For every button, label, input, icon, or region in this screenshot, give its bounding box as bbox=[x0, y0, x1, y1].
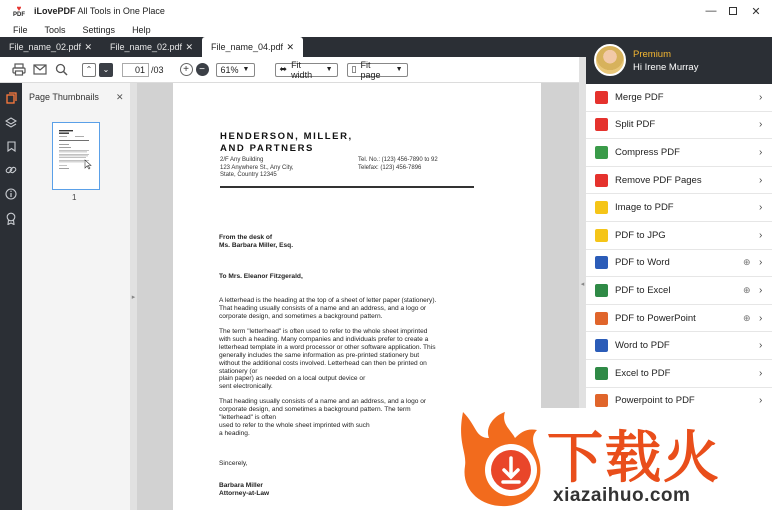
fit-width-icon: ⬌ bbox=[279, 64, 288, 74]
tool-icon bbox=[595, 91, 608, 104]
chevron-right-icon: › bbox=[759, 202, 763, 214]
tab-label: File_name_04.pdf bbox=[211, 42, 284, 52]
caret-down-icon: ▼ bbox=[242, 66, 250, 73]
avatar bbox=[594, 44, 626, 76]
zoom-out-button[interactable]: − bbox=[196, 63, 209, 76]
letter-paragraph-3: That heading usually consists of a name and an address, and a logo or corporate design, and sometimes a background pattern. The term "letterhead" is often used to refer to the whole sheet imprinted with such a heading. bbox=[219, 398, 427, 437]
window-title: iLovePDF All Tools in One Place bbox=[34, 6, 165, 16]
user-account[interactable] bbox=[586, 37, 772, 84]
info-icon[interactable] bbox=[4, 187, 18, 201]
tool-word-to-pdf[interactable] bbox=[586, 332, 772, 360]
tool-image-to-pdf[interactable] bbox=[586, 194, 772, 222]
chevron-right-icon: › bbox=[759, 174, 763, 186]
thumbnail-panel-title: Page Thumbnails bbox=[29, 92, 99, 102]
layers-icon[interactable] bbox=[4, 115, 18, 129]
tool-excel-to-pdf[interactable] bbox=[586, 360, 772, 388]
bookmark-icon[interactable] bbox=[4, 139, 18, 153]
letter-closing: Sincerely, bbox=[219, 460, 248, 467]
watermark-url: xiazaihuo.com bbox=[553, 485, 691, 506]
tool-icon bbox=[595, 174, 608, 187]
tool-label: Remove PDF Pages bbox=[615, 174, 702, 186]
tool-icon bbox=[595, 394, 608, 407]
tool-icon bbox=[595, 229, 608, 242]
tool-icon bbox=[595, 312, 608, 325]
firm-name: HENDERSON, MILLER, AND PARTNERS bbox=[220, 131, 353, 154]
tab-bar bbox=[0, 37, 303, 57]
zoom-select[interactable] bbox=[216, 63, 255, 77]
tool-label: Merge PDF bbox=[615, 91, 664, 103]
chevron-right-icon: › bbox=[759, 119, 763, 131]
minimize-button[interactable] bbox=[700, 0, 722, 22]
tool-split-pdf[interactable] bbox=[586, 112, 772, 140]
left-icon-rail bbox=[0, 83, 22, 510]
tool-label: PDF to JPG bbox=[615, 229, 666, 241]
page-thumbnail[interactable] bbox=[52, 122, 100, 190]
tool-icon bbox=[595, 256, 608, 269]
thumbnail-panel bbox=[22, 83, 130, 510]
tab-label: File_name_02.pdf bbox=[9, 42, 82, 52]
print-icon[interactable] bbox=[11, 62, 27, 78]
menu-settings[interactable]: Settings bbox=[82, 24, 116, 35]
close-icon[interactable]: ✕ bbox=[286, 41, 294, 52]
close-icon: ✕ bbox=[751, 5, 761, 18]
letter-recipient: To Mrs. Eleanor Fitzgerald, bbox=[219, 273, 303, 280]
chevron-right-icon: › bbox=[759, 367, 763, 379]
header-rule bbox=[220, 186, 474, 188]
chevron-right-icon: › bbox=[759, 91, 763, 103]
letter-paragraph-1: A letterhead is the heading at the top of a sheet of letter paper (stationery). That heading usually consists of a name and an address, and a logo or corporate design, and sometimes a background pattern. bbox=[219, 297, 437, 320]
maximize-icon bbox=[729, 7, 737, 15]
close-icon[interactable]: ✕ bbox=[116, 92, 124, 102]
zoom-value: 61% bbox=[220, 64, 239, 75]
tool-label: Image to PDF bbox=[615, 202, 674, 214]
tool-pdf-to-powerpoint[interactable] bbox=[586, 305, 772, 333]
maximize-button[interactable] bbox=[722, 0, 744, 22]
plan-badge: Premium bbox=[633, 49, 672, 60]
tool-label: Powerpoint to PDF bbox=[615, 395, 695, 407]
tool-icon bbox=[595, 284, 608, 297]
minimize-icon: — bbox=[705, 5, 717, 17]
chevron-right-icon: › bbox=[759, 312, 763, 324]
menu-file[interactable]: File bbox=[13, 24, 28, 35]
zoom-in-button[interactable]: + bbox=[180, 63, 193, 76]
prev-page-button[interactable] bbox=[82, 63, 96, 77]
tool-label: Compress PDF bbox=[615, 146, 680, 158]
tab-file-2[interactable] bbox=[101, 37, 202, 57]
close-icon[interactable]: ✕ bbox=[84, 41, 92, 52]
tool-label: Excel to PDF bbox=[615, 367, 671, 379]
app-logo-text: PDF bbox=[13, 11, 25, 18]
chevron-right-icon: › bbox=[759, 340, 763, 352]
thumbnail-page-number: 1 bbox=[72, 193, 77, 202]
tool-icon bbox=[595, 339, 608, 352]
watermark-text: 下载火 bbox=[547, 426, 721, 491]
pages-icon[interactable] bbox=[4, 91, 18, 105]
tool-label: PDF to Word bbox=[615, 257, 670, 269]
tool-label: Split PDF bbox=[615, 119, 656, 131]
menu-bar bbox=[0, 22, 772, 37]
globe-icon: ⊕ bbox=[743, 312, 751, 323]
chevron-left-icon: ◂ bbox=[580, 280, 585, 288]
panel-splitter[interactable] bbox=[130, 83, 137, 510]
heart-icon: ♥ bbox=[16, 3, 22, 13]
close-icon[interactable]: ✕ bbox=[185, 41, 193, 52]
globe-icon: ⊕ bbox=[743, 284, 751, 295]
menu-help[interactable]: Help bbox=[132, 24, 151, 35]
tool-icon bbox=[595, 118, 608, 131]
letter-signature: Barbara Miller Attorney-at-Law bbox=[219, 482, 270, 497]
fit-width-button[interactable] bbox=[275, 59, 338, 80]
firm-address: 2/F Any Building 123 Anywhere St., Any City, State, Country 12345 bbox=[220, 157, 294, 178]
tool-icon bbox=[595, 367, 608, 380]
document-toolbar bbox=[0, 57, 586, 83]
app-logo bbox=[10, 4, 28, 18]
tab-file-3-active[interactable] bbox=[202, 37, 303, 57]
tool-compress-pdf[interactable] bbox=[586, 139, 772, 167]
tool-label: PDF to Excel bbox=[615, 284, 671, 296]
caret-down-icon: ▼ bbox=[395, 66, 403, 73]
chevron-up-icon: ⌃ bbox=[85, 65, 93, 74]
globe-icon: ⊕ bbox=[743, 257, 751, 268]
chevron-right-icon: › bbox=[759, 257, 763, 269]
tab-file-1[interactable] bbox=[0, 37, 101, 57]
close-button[interactable] bbox=[745, 0, 767, 22]
tool-pdf-to-word[interactable] bbox=[586, 250, 772, 278]
page-total: /03 bbox=[151, 64, 164, 75]
thumbnail-preview bbox=[53, 123, 99, 189]
letter-paragraph-2: The term "letterhead" is often used to refer to the whole sheet imprinted with such a heading. Many companies and individuals prefer to create a letterhead template in a word processor or other software application. This generally includes the same information as pre-printed stationery but without the additional costs involved. Letterhead can then be printed on stationery (or plain paper) as needed on a local output device or sent electronically. bbox=[219, 328, 436, 391]
firm-contact: Tel. No.: (123) 456-7890 to 92 Telefax: (123) 456-7896 bbox=[358, 157, 438, 171]
next-page-button[interactable] bbox=[99, 63, 113, 77]
tool-icon bbox=[595, 146, 608, 159]
letter-from: From the desk of Ms. Barbara Miller, Esq. bbox=[219, 234, 294, 249]
tool-pdf-to-excel[interactable] bbox=[586, 277, 772, 305]
chevron-right-icon: › bbox=[759, 284, 763, 296]
email-icon[interactable] bbox=[32, 62, 48, 78]
flame-logo-icon bbox=[455, 408, 550, 510]
menu-tools[interactable]: Tools bbox=[44, 24, 66, 35]
fit-page-icon: ▯ bbox=[351, 64, 357, 74]
chevron-right-icon: ▸ bbox=[131, 293, 136, 301]
chevron-right-icon: › bbox=[759, 229, 763, 241]
title-bar bbox=[0, 0, 772, 22]
chevron-down-icon: ⌄ bbox=[102, 65, 110, 74]
tab-label: File_name_02.pdf bbox=[110, 42, 183, 52]
page-number-input[interactable]: 01 bbox=[122, 63, 149, 77]
fit-width-label: Fit width bbox=[291, 59, 313, 80]
link-icon[interactable] bbox=[4, 163, 18, 177]
chevron-right-icon: › bbox=[759, 146, 763, 158]
tool-merge-pdf[interactable] bbox=[586, 84, 772, 112]
tool-icon bbox=[595, 201, 608, 214]
fit-page-label: Fit page bbox=[360, 59, 381, 80]
tool-label: Word to PDF bbox=[615, 340, 670, 352]
fit-page-button[interactable] bbox=[347, 59, 408, 80]
search-icon[interactable] bbox=[53, 62, 69, 78]
watermark bbox=[455, 408, 772, 510]
caret-down-icon: ▼ bbox=[325, 66, 333, 73]
tool-pdf-to-jpg[interactable] bbox=[586, 222, 772, 250]
user-greeting: Hi Irene Murray bbox=[633, 62, 699, 73]
certificate-icon[interactable] bbox=[4, 211, 18, 225]
tool-remove-pdf-pages[interactable] bbox=[586, 167, 772, 195]
chevron-right-icon: › bbox=[759, 395, 763, 407]
tool-label: PDF to PowerPoint bbox=[615, 312, 696, 324]
